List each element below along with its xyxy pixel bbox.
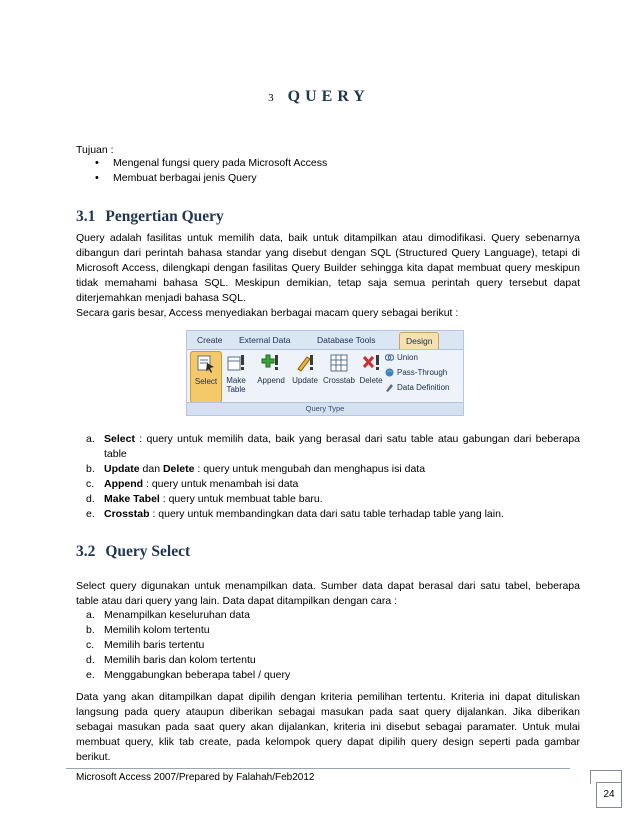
list-marker: d. [86,654,95,666]
query-types-list [76,432,580,522]
button-label: Append [257,376,285,385]
list-item [76,507,580,522]
list-item [76,638,580,653]
chapter-number: 3 [268,92,274,104]
button-label: Data Definition [397,383,450,392]
union-icon [385,353,394,362]
ribbon-tab-bar [187,331,463,350]
list-marker: e. [86,508,95,520]
list-item [76,432,580,462]
list-item-text: Memilih baris tertentu [104,639,205,651]
term: Append [104,478,144,490]
select-query-button[interactable] [190,351,222,403]
list-item [76,492,580,507]
update-icon [295,353,315,373]
paragraph-text: Query adalah fasilitas untuk memilih data, baik untuk ditampilkan atau dimodifikasi. Query sebenarnya dibangun dari perintah bahasa standar yang disebut dengan SQL (Structured Query Language), tetapi di Microsoft Access, dilengkapi dengan fasilitas Query Builder sehingga kita dapat membuat query meskipun tidak memahami bahasa SQL. Meskipun demikian, tetap saja semua perintah query tersebut dapat diterjemahkan menjadi bahasa SQL. [76,232,580,304]
tujuan-item: • Membuat berbagai jenis Query [95,171,327,186]
select-methods-list [76,608,580,683]
tab-design[interactable]: Design [399,332,439,349]
tujuan-item: • Mengenal fungsi query pada Microsoft Access [95,156,327,171]
union-button[interactable] [385,353,418,362]
crosstab-icon [329,353,349,373]
section-title: Query Select [105,543,191,560]
term-description: : query untuk memilih data, baik yang berasal dari satu table atau gabungan dari beberapa table [104,433,580,460]
list-item [76,653,580,668]
crosstab-button[interactable] [321,353,357,385]
list-marker: c. [86,478,95,490]
list-marker: a. [86,609,95,621]
list-marker: b. [86,463,95,475]
globe-icon [385,368,394,377]
section-heading-3-2 [76,543,190,561]
delete-button[interactable] [357,353,385,385]
term-description: : query untuk membuat table baru. [159,493,323,505]
tab-database-tools[interactable]: Database Tools [317,335,376,345]
term: Delete [162,463,195,475]
section-title: Pengertian Query [105,208,224,225]
make-table-icon [226,353,246,373]
term: Select [104,433,135,445]
term: Make Tabel [104,493,160,505]
append-button[interactable] [253,353,289,385]
chapter-title [0,88,638,106]
section2-paragraph-2: Data yang akan ditampilkan dapat dipilih dengan kriteria pemilihan tertentu. Kriteria ini dapat dituliskan langsung pada query ataupun diberikan sebagai masukan pada saat query dijalankan. Jika diberikan sebagai masukan pada saat query akan dijalankan, kriteria ini disebut sebagai paramater. Untuk mulai membuat query, klik tab create, pada kelompok query dapat dipilih query design seperti pada gambar berikut. [76,691,580,763]
footer-text: Microsoft Access 2007/Prepared by Falahah/Feb2012 [76,772,315,783]
list-marker: d. [86,493,95,505]
section1-paragraph [76,231,580,321]
data-definition-button[interactable] [385,383,449,392]
page-number: 24 [596,782,622,808]
term-description: : query untuk menambah isi data [143,478,299,490]
section-heading-3-1 [76,208,224,226]
access-ribbon-image [186,330,464,416]
button-label: Union [397,353,418,362]
tab-create[interactable]: Create [197,335,223,345]
chapter-title-text: QUERY [287,88,370,105]
data-definition-icon [385,383,394,392]
tujuan-list [95,156,327,186]
term-description: : query untuk membandingkan data dari satu table terhadap table yang lain. [149,508,504,520]
make-table-button[interactable] [223,353,249,394]
term: Update [104,463,140,475]
list-item [76,668,580,683]
list-marker: b. [86,624,95,636]
list-item [76,462,580,477]
list-item-text: Memilih baris dan kolom tertentu [104,654,256,666]
tab-external-data[interactable]: External Data [239,335,291,345]
select-query-icon [196,354,216,374]
ribbon-group-label: Query Type [187,402,463,415]
pass-through-button[interactable] [385,368,447,377]
footer-divider [66,768,570,769]
list-marker: a. [86,433,95,445]
list-item [76,623,580,638]
paragraph-text: Secara garis besar, Access menyediakan berbagai macam query sebagai berikut : [76,307,459,319]
list-item-text: Menampilkan keseluruhan data [104,609,250,621]
term-separator: dan [139,463,163,475]
delete-icon [361,353,381,373]
update-button[interactable] [289,353,321,385]
list-item-text: Memilih kolom tertentu [104,624,210,636]
list-item [76,477,580,492]
section-number: 3.2 [76,543,96,560]
button-label: Select [194,377,218,386]
term-description: : query untuk mengubah dan menghapus isi data [194,463,426,475]
button-label: Crosstab [322,376,355,385]
list-marker: c. [86,639,95,651]
append-icon [261,353,281,373]
button-label: Pass-Through [397,368,448,377]
section2-paragraph: Select query digunakan untuk menampilkan data. Sumber data dapat berasal dari satu tabel, beberapa table atau dari query yang lain. Data dapat ditampilkan dengan cara : [76,580,580,607]
tujuan-label: Tujuan : [76,144,114,156]
list-item [76,608,580,623]
section-number: 3.1 [76,208,96,225]
button-label: Make Table [226,376,246,394]
button-label: Update [292,376,318,385]
term: Crosstab [104,508,150,520]
list-item-text: Menggabungkan beberapa tabel / query [104,669,291,681]
list-marker: e. [86,669,95,681]
button-label: Delete [359,376,383,385]
